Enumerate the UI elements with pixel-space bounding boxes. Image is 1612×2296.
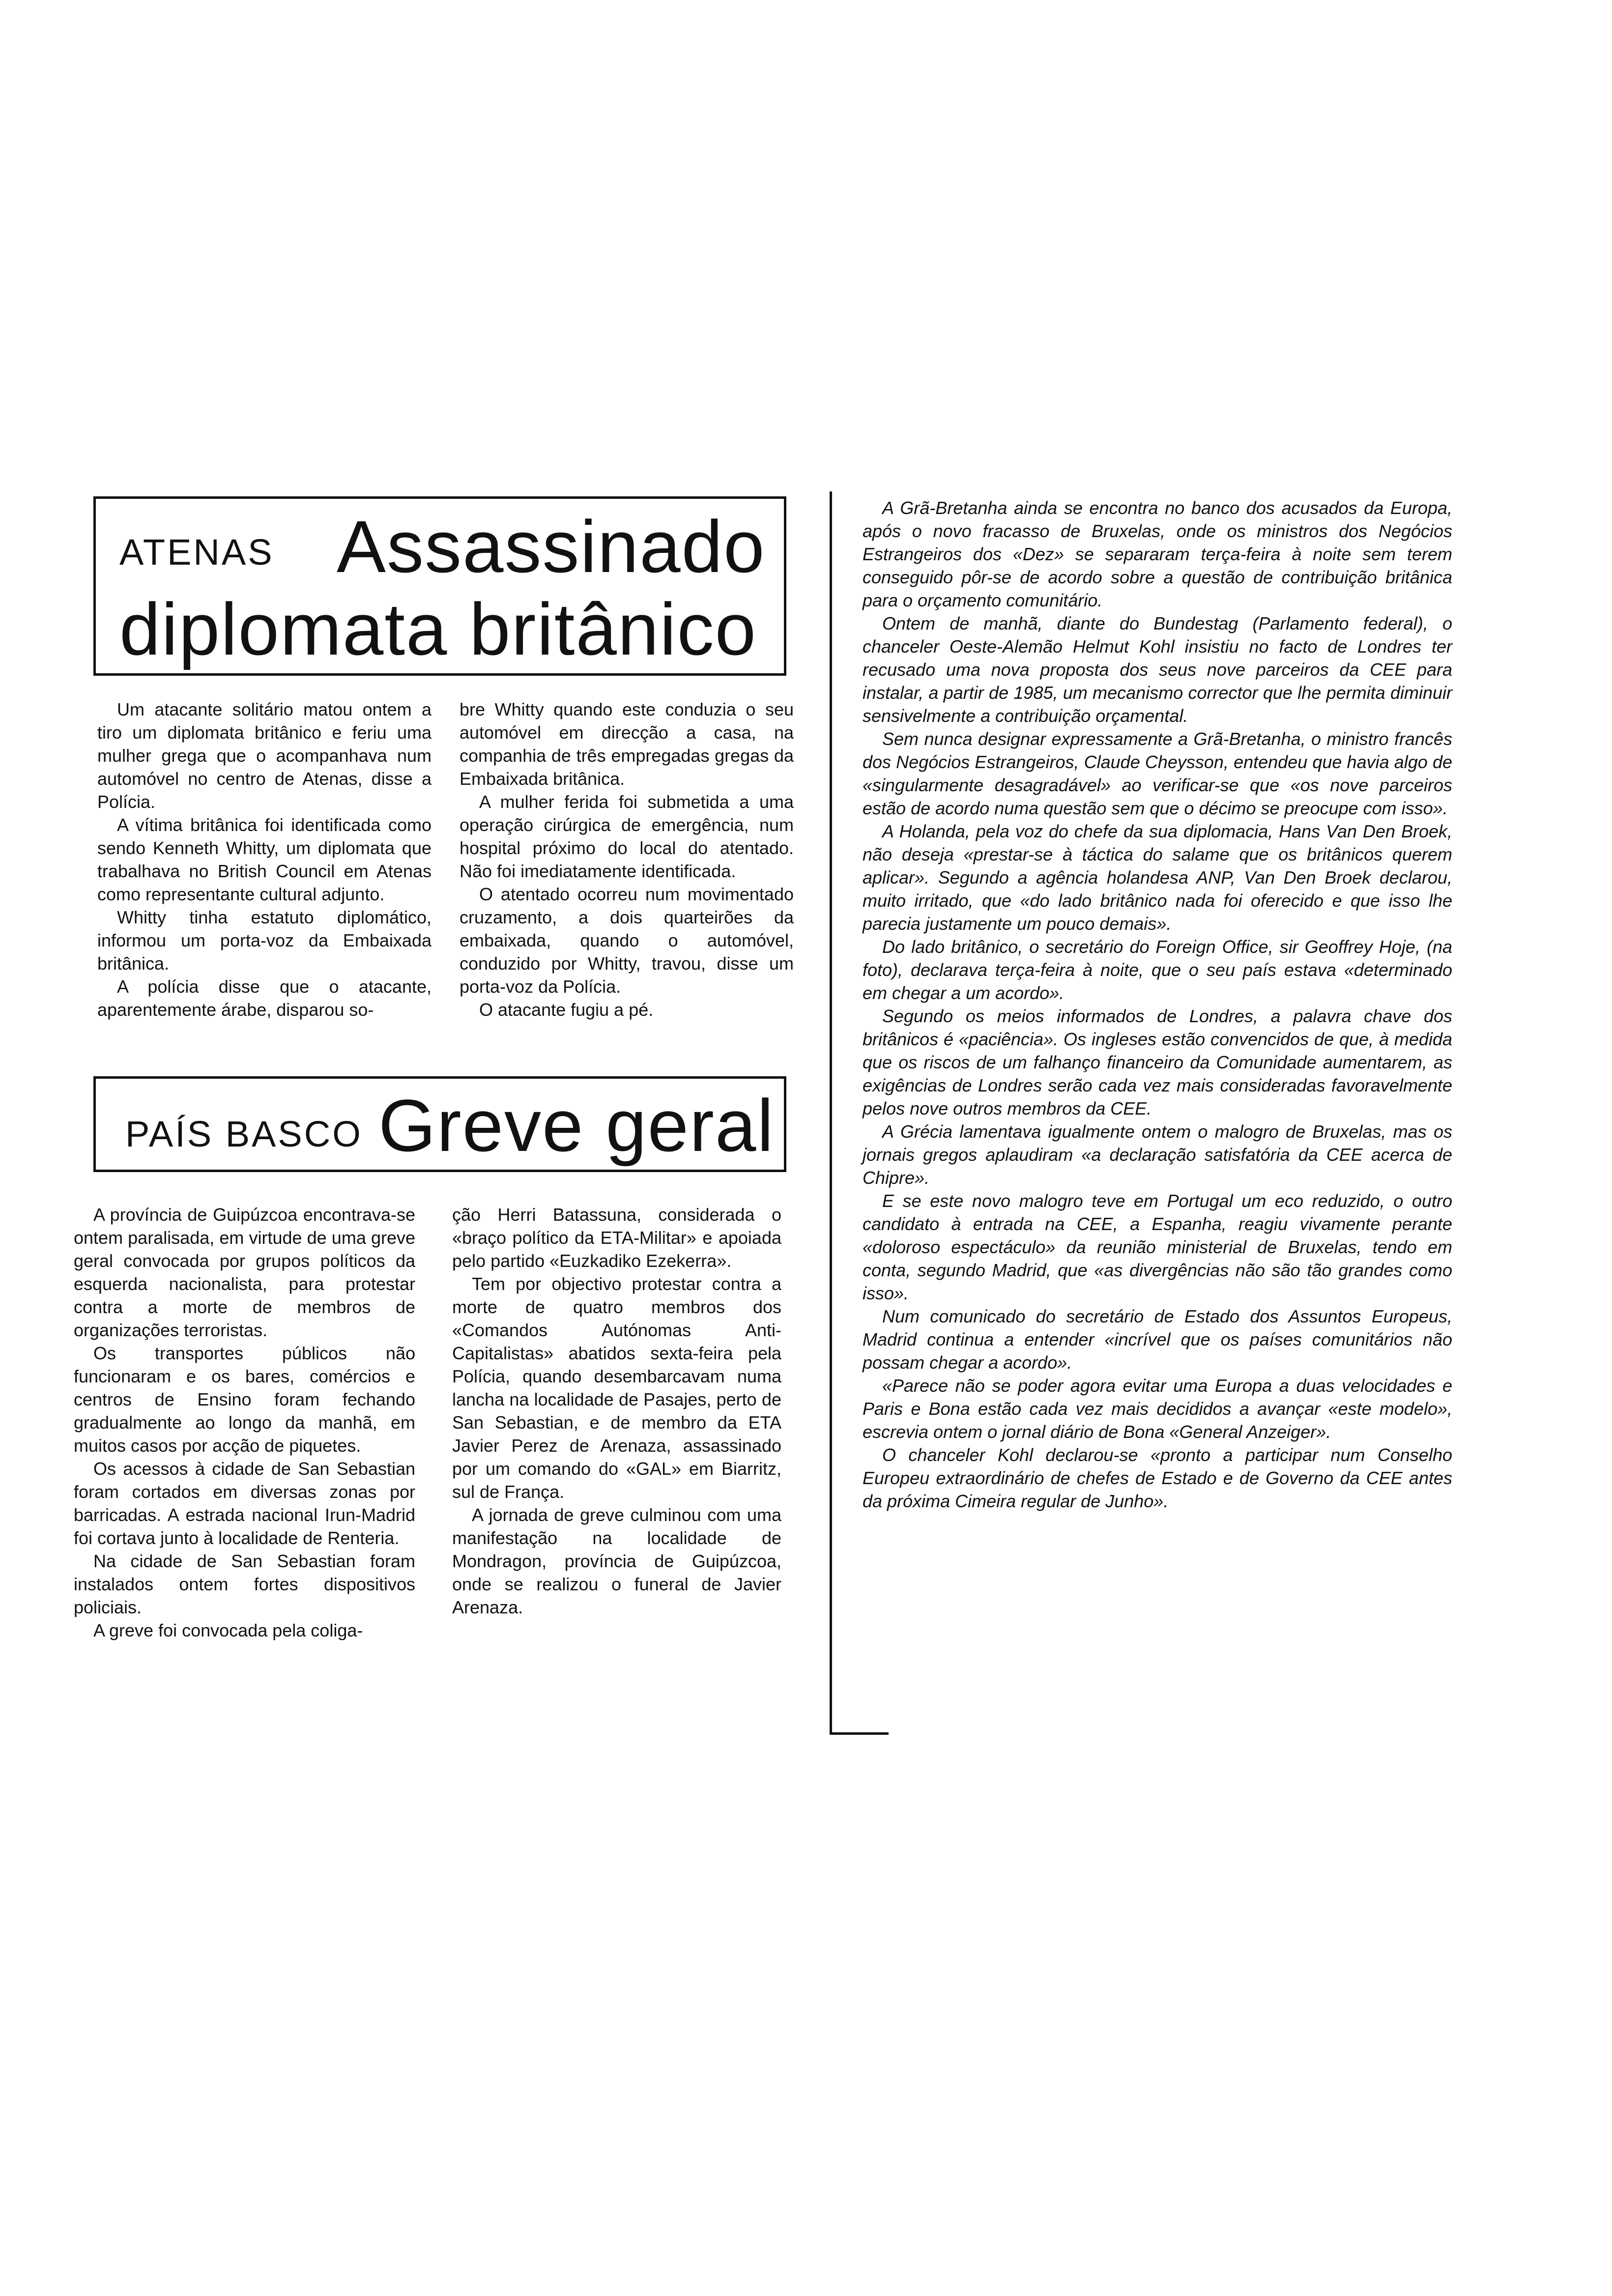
paragraph: A Grã-Bretanha ainda se encontra no banco dos acusados da Europa, após o novo fracasso de Bruxelas, onde os ministros dos Negócios Estrangeiros dos «Dez» se separaram terça-feira à noite sem terem conseguido pôr-se de acordo sobre a questão de contribuição britânica para o orçamento comunitário. <box>863 498 1452 610</box>
headline-box-pais-basco <box>93 1076 786 1172</box>
paragraph: A Holanda, pela voz do chefe da sua diplomacia, Hans Van Den Broek, não deseja «prestar-se à táctica do salame que os britânicos querem aplicar». Segundo a agência holandesa ANP, Van Den Broek declarou, muito irritado, que «do lado britânico nada foi oferecido e que isso lhe parecia justamente um pouco demais». <box>863 821 1452 934</box>
article3-column <box>863 496 1452 1513</box>
article2-column1 <box>74 1203 415 1642</box>
paragraph: «Parece não se poder agora evitar uma Europa a duas velocidades e Paris e Bona estão cada vez mais decididos a avançar «este modelo», escrevia ontem o jornal diário de Bona «General Anzeiger». <box>863 1376 1452 1442</box>
headline-kicker-pais-basco: PAÍS BASCO <box>125 1114 363 1154</box>
paragraph: E se este novo malogro teve em Portugal um eco reduzido, o outro candidato à entrada na CEE, a Espanha, reagiu vivamente perante «doloroso espectáculo» da reunião ministerial de Bruxelas, tendo em conta, segundo Madrid, que «as divergências não são tão grandes como isso». <box>863 1191 1452 1303</box>
headline-title-line2: diplomata britânico <box>119 588 757 670</box>
paragraph: A jornada de greve culminou com uma manifestação na localidade de Mondragon, província de Guipúzcoa, onde se realizou o funeral de Javier Arenaza. <box>452 1505 781 1617</box>
paragraph: Segundo os meios informados de Londres, a palavra chave dos britânicos é «paciência». Os ingleses estão convencidos de que, à medida que os riscos de um falhanço financeiro da Comunidade aumentarem, as exigências de Londres serão cada vez mais consideradas favoravelmente pelos nove outros membros da CEE. <box>863 1006 1452 1119</box>
article1-column2 <box>460 698 794 1021</box>
paragraph: Ontem de manhã, diante do Bundestag (Parlamento federal), o chanceler Oeste-Alemão Helmut Kohl insistiu no facto de Londres ter recusado uma nova proposta dos seus nove parceiros da CEE para instalar, a partir de 1985, um mecanismo corrector que lhe permita diminuir sensivelmente a contribuição orçamental. <box>863 613 1452 726</box>
paragraph: O chanceler Kohl declarou-se «pronto a participar num Conselho Europeu extraordinário de chefes de Estado e de Governo da CEE antes da próxima Cimeira regular de Junho». <box>863 1445 1452 1511</box>
paragraph: Os transportes públicos não funcionaram e os bares, comércios e centros de Ensino foram fechando gradualmente ao longo da manhã, em muitos casos por acção de piquetes. <box>74 1343 415 1456</box>
paragraph: A vítima britânica foi identificada como sendo Kenneth Whitty, um diplomata que trabalhava no British Council em Atenas como representante cultural adjunto. <box>97 815 432 904</box>
paragraph: Na cidade de San Sebastian foram instalados ontem fortes dispositivos policiais. <box>74 1551 415 1617</box>
paragraph: bre Whitty quando este conduzia o seu automóvel em direcção a casa, na companhia de três empregadas gregas da Embaixada britânica. <box>460 699 794 789</box>
bottom-corner-rule <box>830 1732 889 1735</box>
article2-column2 <box>452 1203 781 1619</box>
paragraph: ção Herri Batassuna, considerada o «braço político da ETA-Militar» e apoiada pelo partido «Euzkadiko Ezekerra». <box>452 1205 781 1271</box>
column-divider <box>830 491 832 1735</box>
paragraph: Do lado britânico, o secretário do Foreign Office, sir Geoffrey Hoje, (na foto), declarava terça-feira à noite, que o seu país estava «determinado em chegar a um acordo». <box>863 937 1452 1003</box>
paragraph: A mulher ferida foi submetida a uma operação cirúrgica de emergência, num hospital próximo do local do atentado. Não foi imediatamente identificada. <box>460 792 794 881</box>
paragraph: Os acessos à cidade de San Sebastian foram cortados em diversas zonas por barricadas. A estrada nacional Irun-Madrid foi cortava junto à localidade de Renteria. <box>74 1459 415 1548</box>
paragraph: O atacante fugiu a pé. <box>479 1000 654 1020</box>
paragraph: A greve foi convocada pela coliga- <box>93 1620 363 1640</box>
headline-box-atenas <box>93 496 786 676</box>
headline-title-line1: Assassinado <box>337 505 766 588</box>
headline-kicker-atenas: ATENAS <box>119 532 274 573</box>
paragraph: Whitty tinha estatuto diplomático, informou um porta-voz da Embaixada britânica. <box>97 907 432 974</box>
paragraph: A Grécia lamentava igualmente ontem o malogro de Bruxelas, mas os jornais gregos aplaudiram «a declaração satisfatória da CEE acerca de Chipre». <box>863 1121 1452 1188</box>
paragraph: Tem por objectivo protestar contra a morte de quatro membros dos «Comandos Autónomas Anti-Capitalistas» abatidos sexta-feira pela Polícia, quando desembarcavam numa lancha na localidade de Pasajes, perto de San Sebastian, e de membro da ETA Javier Perez de Arenaza, assassinado por um comando do «GAL» em Biarritz, sul de França. <box>452 1274 781 1502</box>
paragraph: A polícia disse que o atacante, aparentemente árabe, disparou so- <box>97 976 432 1020</box>
paragraph: Um atacante solitário matou ontem a tiro um diplomata britânico e feriu uma mulher grega que o acompanhava num automóvel no centro de Atenas, disse a Polícia. <box>97 699 432 812</box>
headline-title-greve: Greve geral <box>378 1084 775 1167</box>
paragraph: Num comunicado do secretário de Estado dos Assuntos Europeus, Madrid continua a entender «incrível que os países comunitários não possam chegar a acordo». <box>863 1306 1452 1373</box>
paragraph: Sem nunca designar expressamente a Grã-Bretanha, o ministro francês dos Negócios Estrangeiros, Claude Cheysson, entendeu que havia algo de «singularmente desagradável» ao verificar-se que «os nove parceiros estão de acordo numa questão sem que o décimo se preocupe com isso». <box>863 729 1452 818</box>
paragraph: O atentado ocorreu num movimentado cruzamento, a dois quarteirões da embaixada, quando o automóvel, conduzido por Whitty, travou, disse um porta-voz da Polícia. <box>460 884 794 997</box>
article1-column1 <box>97 698 432 1021</box>
paragraph: A província de Guipúzcoa encontrava-se ontem paralisada, em virtude de uma greve geral convocada por grupos políticos da esquerda nacionalista, para protestar contra a morte de membros de organizações terroristas. <box>74 1205 415 1340</box>
